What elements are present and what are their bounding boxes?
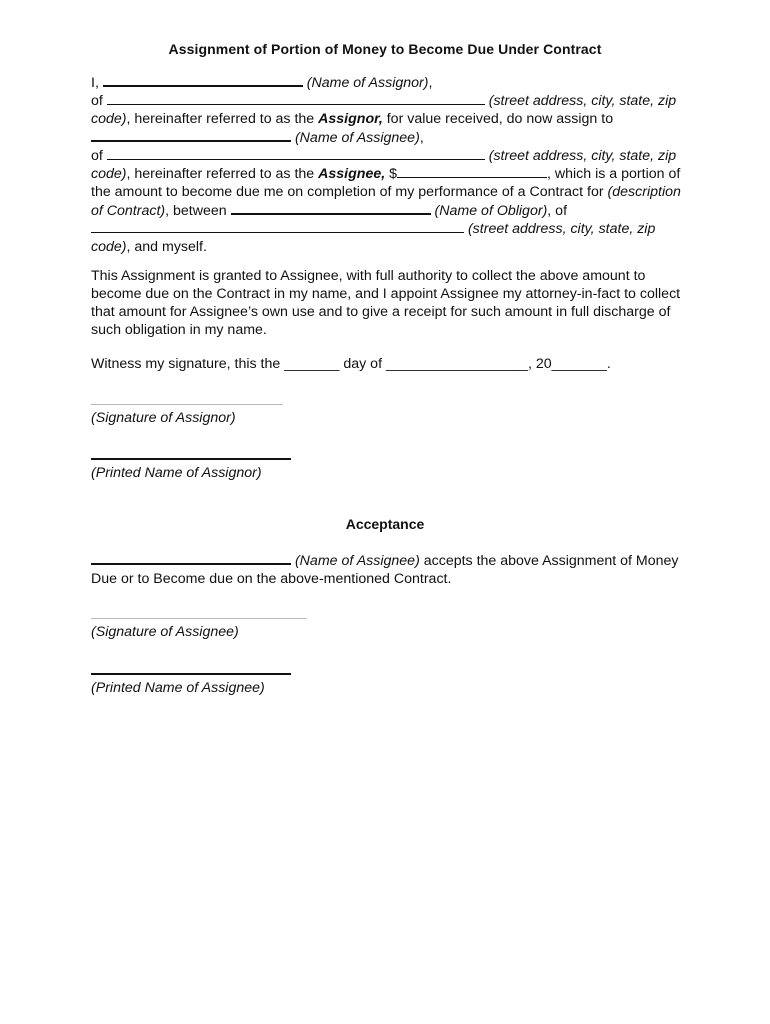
of-text: of xyxy=(91,148,107,164)
assignment-paragraph xyxy=(91,73,681,256)
i-prefix: I, xyxy=(91,75,103,91)
amount-blank xyxy=(397,165,547,178)
document-title: Assignment of Portion of Money to Become Due Under Contract xyxy=(168,41,602,57)
acceptance-assignee-blank xyxy=(91,551,291,565)
and-myself-text: , and myself. xyxy=(126,239,207,255)
signature-of-assignee-label: (Signature of Assignee) xyxy=(91,624,239,640)
referred-text: , hereinafter referred to as the xyxy=(126,111,319,127)
assignee-signature-line xyxy=(91,618,307,619)
dollar-sign: $ xyxy=(385,166,398,182)
obligor-address-blank xyxy=(91,220,464,233)
comma-text: , xyxy=(428,75,433,91)
acceptance-paragraph xyxy=(91,551,681,588)
witness-prefix: Witness my signature, this the xyxy=(91,356,285,372)
printed-name-of-assignee-label: (Printed Name of Assignee) xyxy=(91,680,265,696)
description-of-contract-label: (description of Contract) xyxy=(91,184,681,219)
assignee-printed-name-line xyxy=(91,673,291,675)
acceptance-text: accepts the above Assignment of Money Due or to Become due on the above-mentioned Contract. xyxy=(91,553,679,587)
witness-line xyxy=(91,355,681,373)
name-of-obligor-label: (Name of Obligor) xyxy=(434,203,548,219)
name-of-assignor-label: (Name of Assignor) xyxy=(306,75,429,91)
name-of-assignee-label: (Name of Assignee) xyxy=(294,130,420,146)
signature-of-assignor-label: (Signature of Assignor) xyxy=(91,410,236,426)
between-text: , between xyxy=(165,203,231,219)
assignee-name-blank xyxy=(91,128,291,142)
street-address-label: (street address, city, state, zip code) xyxy=(91,93,677,127)
assignor-name-blank xyxy=(103,73,303,87)
assignor-printed-name-line xyxy=(91,458,291,460)
period-text: . xyxy=(606,356,611,372)
referred-text: , hereinafter referred to as the xyxy=(126,166,319,182)
which-is-text: , which is a portion of the amount to become due me on completion of my performance of a Contract for xyxy=(91,166,681,200)
day-of-text: day of xyxy=(339,356,386,372)
of-text: , of xyxy=(547,203,568,219)
assignor-signature-line xyxy=(91,404,283,405)
comma-text: , xyxy=(419,130,424,146)
assignor-term: Assignor, xyxy=(318,111,383,127)
street-address-label: (street address, city, state, zip code) xyxy=(91,221,656,255)
printed-name-of-assignor-label: (Printed Name of Assignor) xyxy=(91,465,262,481)
year-blank: _______ xyxy=(551,356,607,372)
year-prefix: , 20 xyxy=(528,356,552,372)
assignee-term: Assignee, xyxy=(318,166,386,182)
obligor-name-blank xyxy=(231,201,431,215)
month-blank: __________________ xyxy=(385,356,528,372)
name-of-assignee-label: (Name of Assignee) xyxy=(294,553,420,569)
street-address-label: (street address, city, state, zip code) xyxy=(91,148,677,182)
authority-paragraph: This Assignment is granted to Assignee, with full authority to collect the above amount to become due on the Contract in my name, and I appoint Assignee my attorney-in-fact to collect that amount for Assignee’s own use and to give a receipt for such amount in full discharge of such obligation in my name. xyxy=(91,268,681,338)
acceptance-heading: Acceptance xyxy=(345,516,425,532)
assignor-printed-name-block xyxy=(91,458,291,482)
value-received-text: for value received, do now assign to xyxy=(382,111,614,127)
assignee-printed-name-block xyxy=(91,673,291,697)
assignor-address-blank xyxy=(107,92,485,105)
assignee-address-blank xyxy=(107,147,485,160)
day-blank: _______ xyxy=(284,356,340,372)
assignor-signature-block xyxy=(91,404,283,427)
of-text: of xyxy=(91,93,107,109)
assignee-signature-block xyxy=(91,618,307,641)
